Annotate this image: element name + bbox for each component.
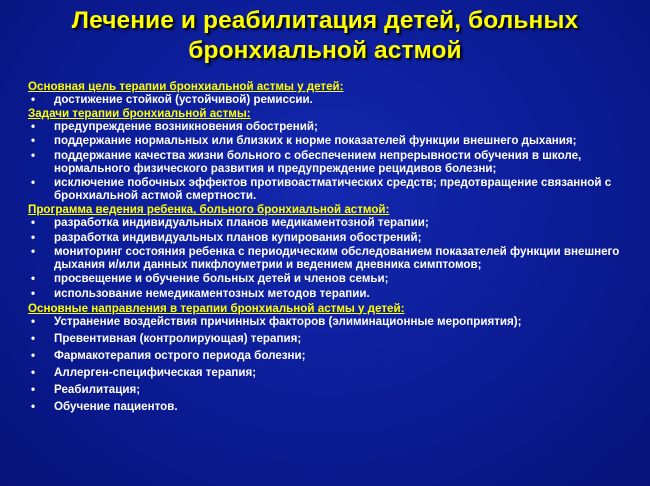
bullet-icon: • bbox=[31, 134, 36, 148]
list-item bbox=[28, 273, 643, 286]
bullet-icon: • bbox=[31, 349, 36, 363]
list-item bbox=[28, 121, 643, 134]
list-item-text: исключение побочных эффектов противоастматических средств; предотвращение связанной с бронхиальной астмой смертности. bbox=[54, 176, 612, 202]
list-item bbox=[28, 177, 643, 202]
section-program bbox=[28, 204, 643, 300]
list-item bbox=[28, 383, 643, 396]
list-item-text: Превентивная (контролирующая) терапия; bbox=[54, 332, 302, 346]
list-item-text: просвещение и обучение больных детей и членов семьи; bbox=[54, 272, 389, 286]
list-item bbox=[28, 94, 643, 107]
bullet-icon: • bbox=[31, 119, 36, 133]
slide-title-line-1: Лечение и реабилитация детей, больных bbox=[71, 7, 579, 34]
list-item-text: использование немедикаментозных методов терапии. bbox=[54, 286, 370, 300]
list-item bbox=[28, 232, 643, 245]
list-item-text: Реабилитация; bbox=[54, 383, 141, 397]
slide-title-line-2: бронхиальной астмой bbox=[188, 37, 462, 64]
list-item bbox=[28, 332, 643, 345]
bullet-icon: • bbox=[31, 332, 36, 346]
section-goal bbox=[28, 81, 643, 106]
list-item bbox=[28, 135, 643, 148]
list-item-text: Аллерген-специфическая терапия; bbox=[54, 366, 257, 380]
list-item-text: Фармакотерапия острого периода болезни; bbox=[54, 349, 306, 363]
bullet-icon: • bbox=[31, 383, 36, 397]
list-item bbox=[28, 366, 643, 379]
slide-title bbox=[0, 6, 650, 66]
list-item-text: разработка индивидуальных планов медикаментозной терапии; bbox=[54, 215, 429, 229]
bullet-icon: • bbox=[31, 230, 36, 244]
bullet-icon: • bbox=[31, 176, 36, 190]
list-item-text: Устранение воздействия причинных факторов (элиминационные мероприятия); bbox=[54, 315, 522, 329]
section-tasks bbox=[28, 108, 643, 202]
bullet-icon: • bbox=[31, 286, 36, 300]
bullet-icon: • bbox=[31, 366, 36, 380]
bullet-icon: • bbox=[31, 400, 36, 414]
list-item bbox=[28, 246, 643, 271]
bullet-icon: • bbox=[31, 315, 36, 329]
section-heading: Программа ведения ребенка, больного бронхиальной астмой: bbox=[28, 203, 390, 217]
list-item-text: поддержание нормальных или близких к норме показателей функции внешнего дыхания; bbox=[54, 134, 577, 148]
bullet-icon: • bbox=[31, 215, 36, 229]
list-item bbox=[28, 150, 643, 175]
list-item bbox=[28, 315, 643, 328]
bullet-icon: • bbox=[31, 272, 36, 286]
bullet-icon: • bbox=[31, 245, 36, 259]
list-item bbox=[28, 288, 643, 301]
list-item-text: поддержание качества жизни больного с обеспечением непрерывности обучения в школе, нормального физического развития и предупреждение рецидивов болезни; bbox=[54, 148, 582, 175]
slide-content bbox=[28, 81, 643, 417]
list-item-text: предупреждение возникновения обострений; bbox=[54, 119, 318, 133]
bullet-icon: • bbox=[31, 148, 36, 162]
section-heading: Основные направления в терапии бронхиальной астмы у детей: bbox=[28, 301, 405, 315]
section-heading: Основная цель терапии бронхиальной астмы у детей: bbox=[28, 80, 344, 93]
section-directions bbox=[28, 303, 643, 414]
list-item bbox=[28, 349, 643, 362]
list-item-text: мониторинг состояния ребенка с периодическим обследованием показателей функции внешнего дыхания и/или данных пикфлоуметрии и ведением дневника симптомов; bbox=[54, 245, 620, 271]
list-item-text: Обучение пациентов. bbox=[54, 400, 178, 414]
list-item bbox=[28, 217, 643, 230]
list-item-text: достижение стойкой (устойчивой) ремиссии. bbox=[54, 92, 313, 106]
list-item-text: разработка индивидуальных планов купирования обострений; bbox=[54, 230, 422, 244]
list-item bbox=[28, 400, 643, 413]
bullet-icon: • bbox=[31, 92, 36, 106]
section-heading: Задачи терапии бронхиальной астмы: bbox=[28, 107, 251, 121]
